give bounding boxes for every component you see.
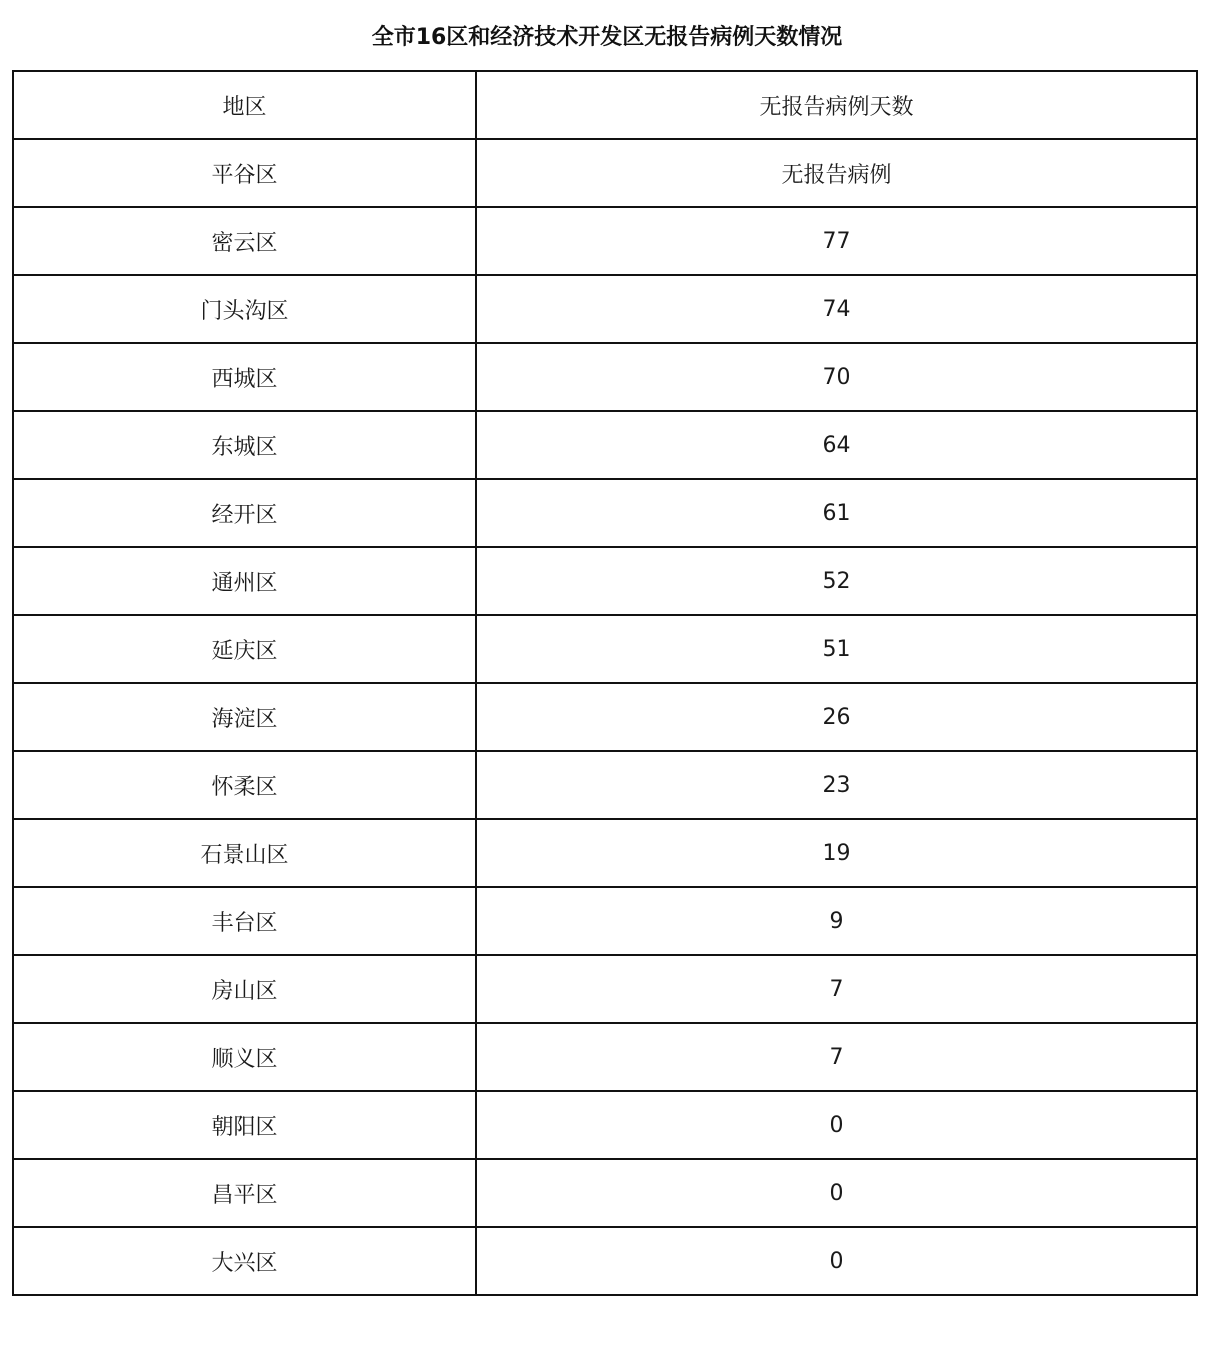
days-cell: 0 bbox=[476, 1091, 1197, 1159]
table-row bbox=[13, 751, 1197, 819]
table-row bbox=[13, 411, 1197, 479]
days-cell: 7 bbox=[476, 1023, 1197, 1091]
region-cell: 西城区 bbox=[13, 343, 476, 411]
page-title: 全市16区和经济技术开发区无报告病例天数情况 bbox=[371, 25, 843, 50]
days-cell: 0 bbox=[476, 1159, 1197, 1227]
table-row bbox=[13, 207, 1197, 275]
region-cell: 平谷区 bbox=[13, 139, 476, 207]
days-cell: 26 bbox=[476, 683, 1197, 751]
region-cell: 通州区 bbox=[13, 547, 476, 615]
region-cell: 门头沟区 bbox=[13, 275, 476, 343]
days-cell: 51 bbox=[476, 615, 1197, 683]
days-cell: 52 bbox=[476, 547, 1197, 615]
table-row bbox=[13, 139, 1197, 207]
table-row bbox=[13, 1023, 1197, 1091]
days-cell: 7 bbox=[476, 955, 1197, 1023]
days-cell: 61 bbox=[476, 479, 1197, 547]
days-cell: 19 bbox=[476, 819, 1197, 887]
table-row bbox=[13, 819, 1197, 887]
table-row bbox=[13, 955, 1197, 1023]
region-cell: 东城区 bbox=[13, 411, 476, 479]
days-cell: 无报告病例 bbox=[476, 139, 1197, 207]
table-row bbox=[13, 479, 1197, 547]
table-row bbox=[13, 887, 1197, 955]
region-cell: 石景山区 bbox=[13, 819, 476, 887]
region-cell: 丰台区 bbox=[13, 887, 476, 955]
region-cell: 密云区 bbox=[13, 207, 476, 275]
table-header-row bbox=[13, 71, 1197, 139]
region-cell: 昌平区 bbox=[13, 1159, 476, 1227]
region-cell: 海淀区 bbox=[13, 683, 476, 751]
days-cell: 9 bbox=[476, 887, 1197, 955]
days-cell: 23 bbox=[476, 751, 1197, 819]
table-row bbox=[13, 683, 1197, 751]
table-row bbox=[13, 343, 1197, 411]
table-row bbox=[13, 275, 1197, 343]
days-cell: 0 bbox=[476, 1227, 1197, 1295]
region-cell: 朝阳区 bbox=[13, 1091, 476, 1159]
days-cell: 74 bbox=[476, 275, 1197, 343]
days-cell: 64 bbox=[476, 411, 1197, 479]
days-cell: 77 bbox=[476, 207, 1197, 275]
region-cell: 经开区 bbox=[13, 479, 476, 547]
no-case-days-table bbox=[12, 70, 1198, 1296]
region-cell: 延庆区 bbox=[13, 615, 476, 683]
table-row bbox=[13, 547, 1197, 615]
region-cell: 顺义区 bbox=[13, 1023, 476, 1091]
header-days: 无报告病例天数 bbox=[476, 71, 1197, 139]
region-cell: 大兴区 bbox=[13, 1227, 476, 1295]
table-row bbox=[13, 1091, 1197, 1159]
table-row bbox=[13, 615, 1197, 683]
table-row bbox=[13, 1159, 1197, 1227]
region-cell: 怀柔区 bbox=[13, 751, 476, 819]
table-row bbox=[13, 1227, 1197, 1295]
days-cell: 70 bbox=[476, 343, 1197, 411]
region-cell: 房山区 bbox=[13, 955, 476, 1023]
header-region: 地区 bbox=[13, 71, 476, 139]
